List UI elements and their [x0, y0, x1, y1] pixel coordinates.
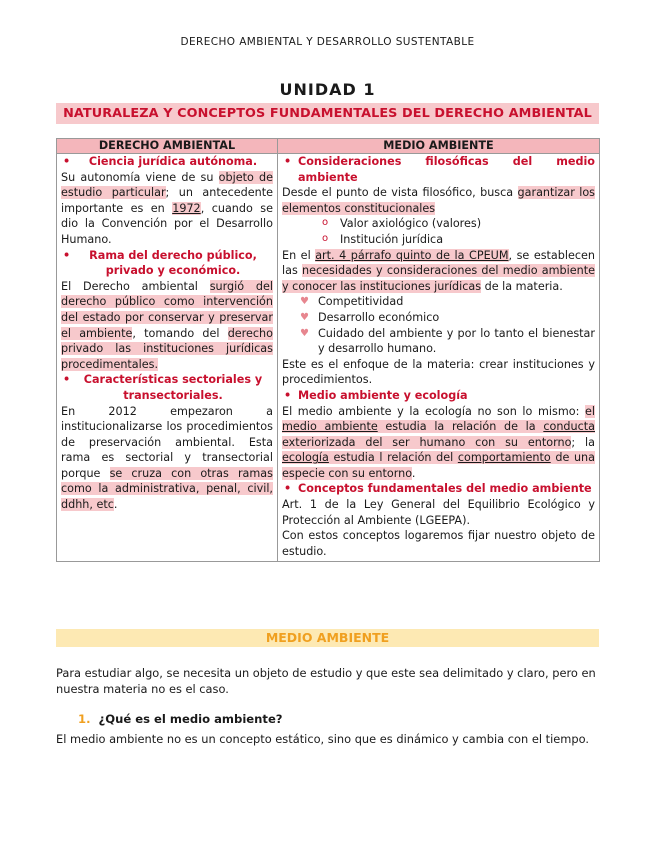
table-header-row [57, 139, 600, 154]
sub-item-valor: o Valor axiológico (valores) [282, 216, 595, 232]
question-text: ¿Qué es el medio ambiente? [98, 712, 283, 726]
answer-paragraph: El medio ambiente no es un concepto estático, sino que es dinámico y cambia con el tiempo. [56, 732, 589, 746]
table-row [57, 154, 600, 562]
column-header-medio: MEDIO AMBIENTE [278, 139, 600, 154]
bullet-consideraciones-filosoficas: • Consideraciones filosóficas del medio ambiente [282, 154, 595, 185]
bullet-conceptos-fundamentales: • Conceptos fundamentales del medio ambiente [282, 481, 595, 497]
bullet-caracteristicas: • Características sectoriales y transectoriales. [61, 372, 273, 403]
right-cell [278, 154, 600, 562]
left-cell [57, 154, 278, 562]
question-number: 1. [78, 712, 91, 726]
heart-item-desarrollo: ♥ Desarrollo económico [282, 310, 595, 326]
intro-paragraph: Para estudiar algo, se necesita un objeto de estudio y que este sea delimitado y claro, pero en nuestra materia no es el caso. [56, 666, 596, 696]
unit-subtitle: NATURALEZA Y CONCEPTOS FUNDAMENTALES DEL DERECHO AMBIENTAL [56, 103, 599, 124]
section-title: MEDIO AMBIENTE [56, 629, 599, 647]
heart-item-competitividad: ♥ Competitividad [282, 294, 595, 310]
bullet-medio-ecologia: • Medio ambiente y ecología [282, 388, 595, 404]
page-header: DERECHO AMBIENTAL Y DESARROLLO SUSTENTABLE [180, 36, 475, 48]
paragraph-objeto-estudio: Con estos conceptos logaremos fijar nuestro objeto de estudio. [282, 529, 595, 558]
paragraph-sectorial: En 2012 empezaron a institucionalizarse los procedimientos de preservación ambiental. Esta rama es sectorial y transectorial porque se cruza con otras ramas como la administrativa, penal, civil, ddhh, etc. [61, 404, 273, 512]
bullet-rama-derecho: • Rama del derecho público, privado y económico. [61, 248, 273, 279]
unit-title: UNIDAD 1 [279, 80, 376, 99]
column-header-derecho: DERECHO AMBIENTAL [57, 139, 278, 154]
question-heading [78, 712, 283, 726]
bullet-ciencia-juridica: • Ciencia jurídica autónoma. [61, 154, 273, 170]
paragraph-derecho-publico: El Derecho ambiental surgió del derecho público como intervención del estado por conservar y preservar el ambiente, tomando del derecho privado las instituciones jurídicas procedimentales. [61, 279, 273, 371]
sub-item-institucion: o Institución jurídica [282, 232, 595, 248]
paragraph-cpeum: En el art. 4 párrafo quinto de la CPEUM, se establecen las necesidades y consideraciones del medio ambiente y conocer las instituciones jurídicas de la materia. [282, 248, 595, 293]
paragraph-enfoque: Este es el enfoque de la materia: crear instituciones y procedimientos. [282, 357, 595, 387]
paragraph-ecologia: El medio ambiente y la ecología no son lo mismo: el medio ambiente estudia la relación de la conducta exteriorizada del ser humano con su entorno; la ecología estudia l relación del comportamiento de una especie con su entorno. [282, 404, 595, 480]
paragraph-lgeepa: Art. 1 de la Ley General del Equilibrio Ecológico y Protección al Ambiente (LGEEPA). [282, 498, 595, 527]
paragraph-autonomia: Su autonomía viene de su objeto de estudio particular; un antecedente importante es en 1972, cuando se dio la Convención por el Desarrollo Humano. [61, 170, 273, 246]
comparison-table [56, 138, 600, 562]
paragraph-filosofico: Desde el punto de vista filosófico, busca garantizar los elementos constitucionales [282, 186, 595, 215]
heart-item-cuidado: ♥ Cuidado del ambiente y por lo tanto el bienestar y desarrollo humano. [282, 326, 595, 357]
